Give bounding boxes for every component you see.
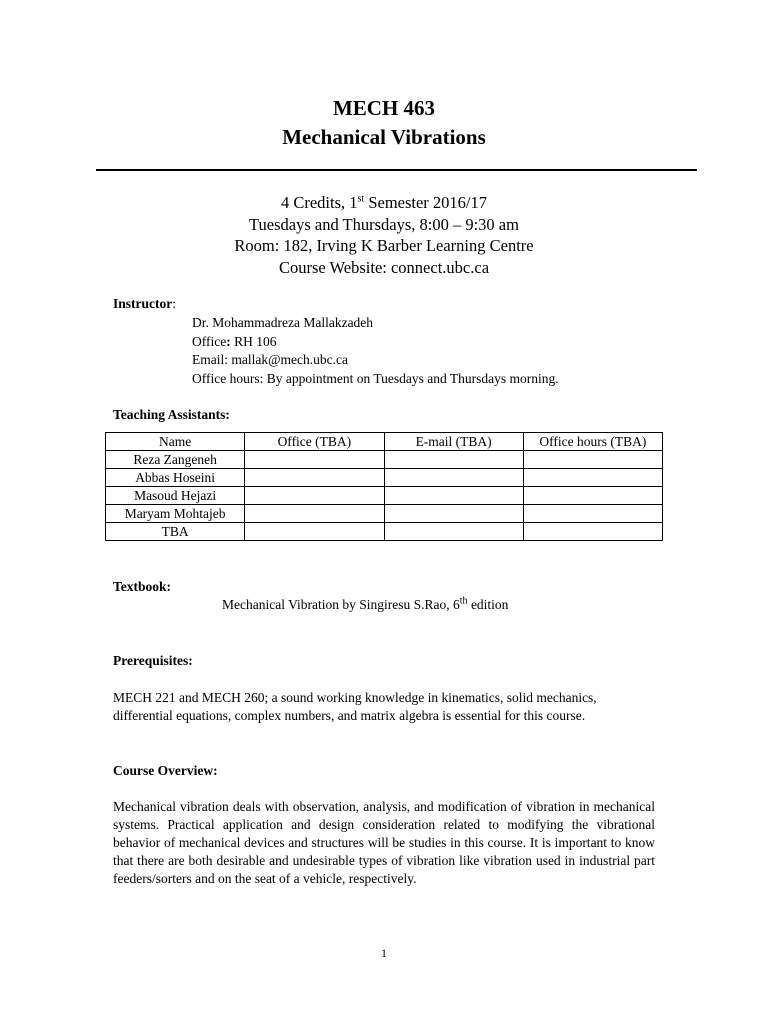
course-code: MECH 463 <box>332 96 436 120</box>
ta-office <box>245 505 384 523</box>
ta-name: Reza Zangeneh <box>106 451 245 469</box>
schedule-line: Tuesdays and Thursdays, 8:00 – 9:30 am <box>249 214 519 234</box>
teaching-assistants-table <box>105 432 663 541</box>
instructor-heading <box>113 296 176 312</box>
textbook-superscript: th <box>459 595 468 607</box>
teaching-assistants-heading: Teaching Assistants: <box>113 407 230 422</box>
office-label: Office <box>192 333 227 349</box>
instructor-office <box>192 333 559 352</box>
prerequisites-text: MECH 221 and MECH 260; a sound working knowledge in kinematics, solid mechanics, differential equations, complex numbers, and matrix algebra is essential for this course. <box>113 690 597 723</box>
instructor-email: Email: mallak@mech.ubc.ca <box>192 352 348 367</box>
ta-name: Abbas Hoseini <box>106 469 245 487</box>
ta-office-hours <box>523 487 662 505</box>
prerequisites-heading: Prerequisites: <box>113 653 193 668</box>
instructor-details <box>192 314 559 388</box>
textbook-heading: Textbook: <box>113 579 172 594</box>
textbook-edition: edition <box>467 597 509 612</box>
ta-email <box>384 523 523 541</box>
header-office-hours: Office hours (TBA) <box>523 433 662 451</box>
website-line: Course Website: connect.ubc.ca <box>278 257 490 277</box>
instructor-hours: Office hours: By appointment on Tuesdays and Thursdays morning. <box>192 370 559 386</box>
page-number: 1 <box>381 946 387 960</box>
course-name: Mechanical Vibrations <box>282 125 486 149</box>
title-divider <box>96 169 697 171</box>
header-email: E-mail (TBA) <box>384 433 523 451</box>
ta-name: Maryam Mohtajeb <box>106 505 245 523</box>
credits-line <box>0 192 768 214</box>
ta-office <box>245 523 384 541</box>
instructor-name: Dr. Mohammadreza Mallakzadeh <box>192 315 374 330</box>
ta-email <box>384 469 523 487</box>
textbook-text <box>222 597 508 613</box>
ta-email <box>384 505 523 523</box>
instructor-colon: : <box>172 296 177 311</box>
semester-text: Semester 2016/17 <box>364 193 488 212</box>
course-title-block <box>0 94 768 152</box>
credits-text: 4 Credits, 1 <box>280 193 358 212</box>
ta-email <box>384 487 523 505</box>
table-row <box>106 505 663 523</box>
ta-office-hours <box>523 505 662 523</box>
table-row <box>106 451 663 469</box>
course-overview-text: Mechanical vibration deals with observation, analysis, and modification of vibration in mechanical systems. Practical application and design consideration related to modifying the vibrational behavior of mechanical devices and structures will be studies in this course. It is important to know that there are both desirable and undesirable types of vibration like vibration used in industrial part feeders/sorters and on the seat of a vehicle, respectively. <box>113 799 655 886</box>
ta-email <box>384 451 523 469</box>
ta-office <box>245 469 384 487</box>
room-line: Room: 182, Irving K Barber Learning Centre <box>234 236 534 255</box>
credits-superscript: st <box>357 193 365 205</box>
table-row <box>106 523 663 541</box>
header-office: Office (TBA) <box>245 433 384 451</box>
ta-office-hours <box>523 469 662 487</box>
course-info-block <box>0 192 768 278</box>
office-colon: : <box>226 333 231 349</box>
ta-office-hours <box>523 451 662 469</box>
ta-office-hours <box>523 523 662 541</box>
table-row <box>106 487 663 505</box>
ta-name: TBA <box>106 523 245 541</box>
office-value: RH 106 <box>230 333 277 349</box>
course-overview-heading: Course Overview: <box>113 763 218 778</box>
table-row <box>106 469 663 487</box>
table-header-row <box>106 433 663 451</box>
ta-office <box>245 487 384 505</box>
instructor-label: Instructor <box>113 296 173 311</box>
textbook-title: Mechanical Vibration by Singiresu S.Rao, 6 <box>222 597 460 612</box>
ta-name: Masoud Hejazi <box>106 487 245 505</box>
header-name: Name <box>106 433 245 451</box>
ta-office <box>245 451 384 469</box>
